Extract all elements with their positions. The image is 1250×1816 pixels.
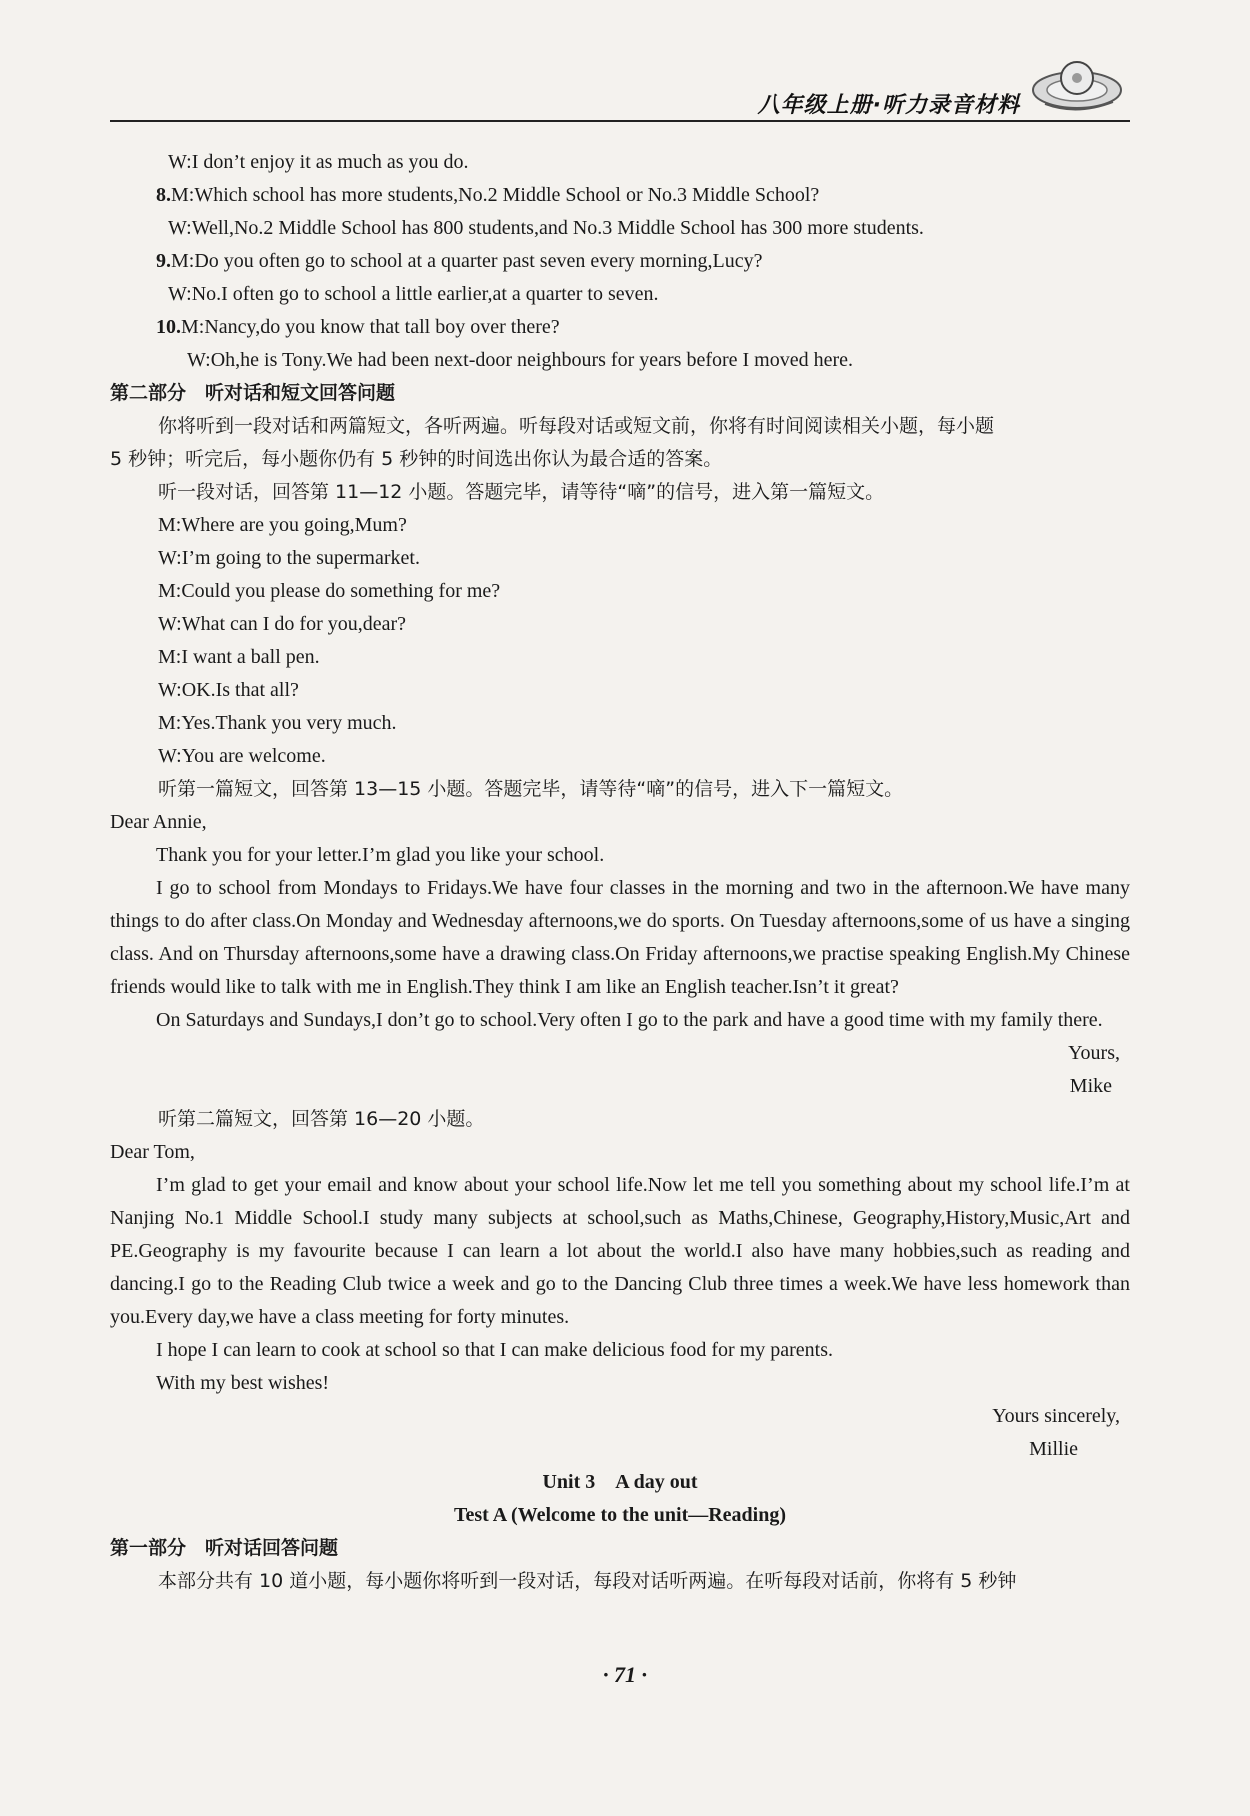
dialogue-line: W:You are welcome. bbox=[158, 745, 326, 767]
question-number: 8. bbox=[156, 184, 171, 206]
dialogue-line: M:Which school has more students,No.2 Middle School or No.3 Middle School? bbox=[171, 184, 820, 206]
section-heading: 第二部分 听对话和短文回答问题 bbox=[110, 382, 396, 404]
letter-paragraph: I go to school from Mondays to Fridays.We have four classes in the morning and two in the afternoon.We have many things to do after class.On Monday and Wednesday afternoons,we do sports. On Tuesday afternoons,some of us have a singing class. And on Thursday afternoons,some have a drawing class.On Friday afternoons,we practise speaking English.My Chinese friends would like to talk with me in English.They think I am like an English teacher.Isn’t it great? bbox=[110, 877, 1130, 998]
test-title: Test A (Welcome to the unit—Reading) bbox=[453, 1504, 787, 1526]
listening-transcript bbox=[110, 146, 1130, 1598]
letter-paragraph: On Saturdays and Sundays,I don’t go to school.Very often I go to the park and have a good time with my family there. bbox=[156, 1009, 1103, 1031]
instruction-text: 听第一篇短文，回答第 13—15 小题。答题完毕，请等待“嘀”的信号，进入下一篇短文。 bbox=[158, 778, 904, 800]
instruction-text: 本部分共有 10 道小题，每小题你将听到一段对话，每段对话听两遍。在听每段对话前，你将有 5 秒钟 bbox=[158, 1570, 1017, 1592]
question-8 bbox=[110, 179, 1130, 212]
question-number: 10. bbox=[156, 316, 181, 338]
dialogue-line: W:Oh,he is Tony.We had been next-door neighbours for years before I moved here. bbox=[187, 349, 854, 371]
instruction-text: 5 秒钟；听完后，每小题你仍有 5 秒钟的时间选出你认为最合适的答案。 bbox=[110, 448, 723, 470]
question-10 bbox=[110, 311, 1130, 344]
letter-salutation: Dear Tom, bbox=[110, 1141, 195, 1163]
dialogue-line: W:I don’t enjoy it as much as you do. bbox=[168, 151, 469, 173]
letter-closing: Yours sincerely, bbox=[992, 1405, 1120, 1427]
dialogue-line: M:Do you often go to school at a quarter past seven every morning,Lucy? bbox=[171, 250, 763, 272]
cd-disc-icon bbox=[1025, 56, 1130, 116]
letter-salutation: Dear Annie, bbox=[110, 811, 207, 833]
letter-paragraph: I’m glad to get your email and know about your school life.Now let me tell you something about my school life.I’m at Nanjing No.1 Middle School.I study many subjects at school,such as Maths,Chinese, Geography,History,Music,Art and PE.Geography is my favourite because I can learn a lot about the world.I also have many hobbies,such as reading and dancing.I go to the Reading Club twice a week and go to the Dancing Club three times a week.We have less homework than you.Every day,we have a class meeting for forty minutes. bbox=[110, 1174, 1130, 1328]
letter-closing: Yours, bbox=[1068, 1042, 1120, 1064]
dialogue-line: W:I’m going to the supermarket. bbox=[158, 547, 420, 569]
header-title: 八年级上册·听力录音材料 bbox=[757, 93, 1020, 118]
dialogue-line: M:I want a ball pen. bbox=[158, 646, 320, 668]
question-9 bbox=[110, 245, 1130, 278]
instruction-text: 你将听到一段对话和两篇短文，各听两遍。听每段对话或短文前，你将有时间阅读相关小题，每小题 bbox=[158, 415, 995, 437]
page-number: · 71 · bbox=[603, 1662, 647, 1687]
dialogue-line: W:What can I do for you,dear? bbox=[158, 613, 407, 635]
dialogue-line: M:Could you please do something for me? bbox=[158, 580, 501, 602]
dialogue-line: M:Yes.Thank you very much. bbox=[158, 712, 397, 734]
letter-paragraph: Thank you for your letter.I’m glad you like your school. bbox=[156, 844, 605, 866]
letter-paragraph: With my best wishes! bbox=[156, 1372, 330, 1394]
section-heading: 第一部分 听对话回答问题 bbox=[110, 1537, 339, 1559]
instruction-text: 听一段对话，回答第 11—12 小题。答题完毕，请等待“嘀”的信号，进入第一篇短文。 bbox=[158, 481, 885, 503]
dialogue-line: W:Well,No.2 Middle School has 800 students,and No.3 Middle School has 300 more students. bbox=[168, 217, 924, 239]
dialogue-line: M:Nancy,do you know that tall boy over there? bbox=[181, 316, 560, 338]
dialogue-line: M:Where are you going,Mum? bbox=[158, 514, 407, 536]
letter-signature: Mike bbox=[1069, 1075, 1112, 1097]
unit-title: Unit 3 A day out bbox=[542, 1471, 698, 1493]
page-header bbox=[110, 70, 1130, 122]
question-number: 9. bbox=[156, 250, 171, 272]
dialogue-line: W:No.I often go to school a little earlier,at a quarter to seven. bbox=[168, 283, 659, 305]
instruction-text: 听第二篇短文，回答第 16—20 小题。 bbox=[158, 1108, 485, 1130]
dialogue-line: W:OK.Is that all? bbox=[158, 679, 299, 701]
letter-paragraph: I hope I can learn to cook at school so that I can make delicious food for my parents. bbox=[156, 1339, 834, 1361]
letter-signature: Millie bbox=[1029, 1438, 1078, 1460]
